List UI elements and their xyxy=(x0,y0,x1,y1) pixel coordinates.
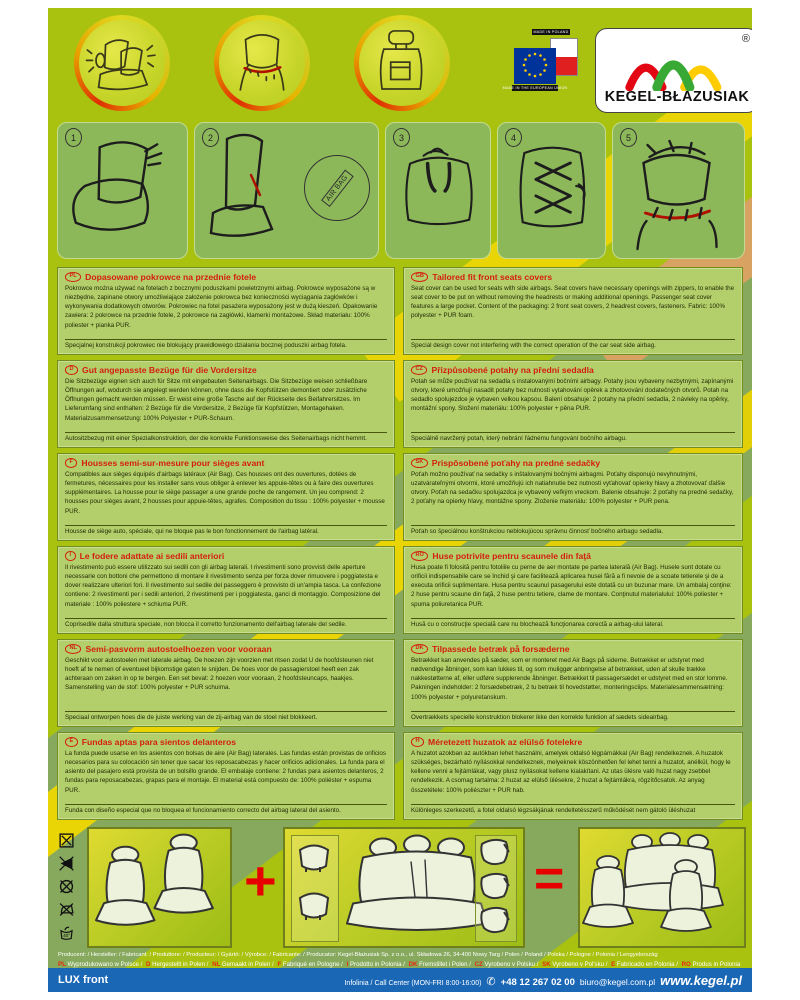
language-badge: E xyxy=(65,737,78,747)
front-seats-illustration xyxy=(89,829,230,946)
section-note: Special design cover not interfering with the correct operation of the car seat side airbag. xyxy=(411,339,735,351)
full-set-frame xyxy=(578,827,746,948)
section-title: Le fodere adattate ai sedili anteriori xyxy=(79,551,225,561)
section-title: Gut angepasste Bezüge für die Vordersitze xyxy=(82,365,257,375)
step-number: 5 xyxy=(620,128,637,147)
producer-info xyxy=(58,950,746,970)
website-url: www.kegel.pl xyxy=(660,972,742,988)
section-note: Autositzbezug mit einer Spezialkonstruktion, der die korrekte Funktionsweise des Seitenairbags nicht hemmt. xyxy=(65,432,387,444)
language-badge: PL xyxy=(65,272,81,282)
section-title: Prispôsobené poťahy na predné sedačky xyxy=(431,458,601,468)
section-body: Die Sitzbezüge eignen sich auch für Sitze mit eingebauten Seitenairbags. Die Sitzbezüge weisen schließbare Öffnungen auf, wodurch sie angelegt werden können, ohne dass die Kopfstützen demontiert oder zusätzliche Öffnungen gemacht werden müssen. Er weist eine große Tasche auf der Rückseite des Beifahrersitzes. Im Lieferumfang sind enthalten: 2 Bezüge für die Vordersitze, 2 Bezüge für Kopfstützen, Montagehaken. Materialzusammensetzung: 100% Polyester + PUR-Schaum. xyxy=(65,377,368,422)
contact-info xyxy=(344,973,742,988)
lang-section-nl xyxy=(57,639,395,727)
seat-pocket-badge xyxy=(354,15,450,111)
section-title: Tailored fit front seats covers xyxy=(432,272,553,282)
step-number: 3 xyxy=(393,128,410,147)
section-note: Coprisedile dalla struttura speciale, non blocca il corretto funzionamento dell'airbag laterale del sedile. xyxy=(65,618,387,630)
section-note: Husă cu o construcţie specială care nu blochează funcţionarea corectă a airbag-ului lateral. xyxy=(411,618,735,630)
do-not-dry-clean-icon xyxy=(58,878,75,895)
cover-stack-illustration xyxy=(476,836,514,939)
step-3 xyxy=(385,122,491,259)
hand-wash-40-icon xyxy=(58,924,75,941)
care-symbols xyxy=(58,832,75,941)
full-set-illustration xyxy=(580,829,744,946)
lang-section-dk xyxy=(403,639,743,727)
seat-pocket-illustration xyxy=(359,20,445,106)
lang-section-d xyxy=(57,360,395,448)
step-number: 1 xyxy=(65,128,82,147)
front-seats-frame xyxy=(87,827,232,948)
section-body: Husa poate fi folosită pentru fotoliile cu perne de aer montate pe partea laterală (Air Bag). Husele sunt dotate cu orificii indispensabile care se închid şi care facilitează aplicarea husei fără a fi nevoie de a scoate tetierele şi de a executa orificii suplimentare. Husa pentru scaunul pasagerului este dotată cu un buzunar mare. Un ambalaj conţine: 2 huse pentru scaune din faţă, 2 huse pentru tetiere, clame de montare. Conţinutul materialului: 100% poliester + spuma poliuretanica PUR. xyxy=(411,563,732,608)
equals-sign: = xyxy=(534,850,565,908)
lang-section-i xyxy=(57,546,395,634)
section-title: Tilpassede betræk på forsæderne xyxy=(432,644,570,654)
step-number: 2 xyxy=(202,128,219,147)
rear-set-frame xyxy=(283,827,525,948)
do-not-bleach-icon xyxy=(58,855,75,872)
section-body: Compatibles aux sièges équipés d'airbags latéraux (Air Bag). Ces housses ont des ouvertures, dotées de fermetures, nécessaires pour les installer sans vous obliger à enlever les appuie-têtes ou à faire des ouvertures supplémentaires. La housse pour le siège passager a une grande poche de rangement. Un jeu comprend: 2 housses pour sièges avant, 2 housses pour appuie-têtes, agrafes. Composition du tissu : 100% polyester + mousse PUR. xyxy=(65,470,385,515)
phone-icon: ✆ xyxy=(486,975,496,988)
do-not-wash-icon xyxy=(58,832,75,849)
made-in-line: PL Wyprodukowano w Polsce / D Hergestellt in Polen / NL Gemaakt in Polen / F Fabriqué en Pologne / I Prodotto in Polonia / DK Fremstillet i Polen / CZ Vyrobeno v Polsku / SK Vyrobeno v Pol'sku / E Fabricado en Polonia / RO Produs in Polonia xyxy=(58,960,746,970)
language-badge: RO xyxy=(411,551,428,561)
plus-sign: + xyxy=(244,849,277,912)
section-title: Fundas aptas para sientos delanteros xyxy=(81,737,236,747)
section-body: Poťah možno používať na sedačky s inštalovanými bočnými airbagmi. Poťahy disponujú nevyhnutnými, uzatvárateľnými otvormi, ktoré umožňujú ich natiahnutie bez nutnosti vyťahovať opierky hlavy a zhotovovať ďalšie otvory. Poťah na sedačku spolujazdca je vybavený veľkým vreckom. Balenie obsahuje: 2 poťahy na predné sedačky, 2 poťahy na opierky hlavy, montážne spony. Zloženie materiálu: 100% polyester + PUR pena. xyxy=(411,470,734,506)
headrest-zipper-illustration xyxy=(219,20,305,106)
lang-section-gb xyxy=(403,267,743,355)
made-in-eu-label: MADE IN THE EUROPEAN UNION xyxy=(502,86,568,90)
section-note: Különleges szerkezetű, a fotel oldalsó légzsákjának rendeltetésszerű működését nem gátoló üléshuzat xyxy=(411,804,735,816)
section-body: Geschikt voor autostoelen met laterale airbag. De hoezen zijn voorzien met ritsen zodat U de hoofdsteunen niet hoeft af te nemen of eventueel bijkomstige gaten te snijden. De hoes voor de passagierstoel heeft een zak achteraan om zaken in op te bergen. Een set bevat: 2 hoezen voor vooraan, 2 hoofdsteuncaps, haakjes. Samenstelling van de stof: 100% polyester + PUR schuima. xyxy=(65,656,374,692)
section-body: A huzatot azokban az autókban lehet használni, amelyek oldalsó légpárnákkal (Air Bag) rendelkeznek. A huzatok szükséges, bezárható nyílásokkal rendelkeznek, melyeknek köszönhetően fel lehet tenni a huzatot, anélkül, hogy le kellene venni a fejtámlákat, vagy plusz nyílásokat kellene kialakítani. Az utas ülésre való huzat nagy zsebbel rendelkezik. A csomag tartalma: 2 huzat az elülső ülésekre, 2 huzat a fejtámlákra, rögzítőcsatok. Az anyag összetétele: 100% poliészter + PUR hab. xyxy=(411,749,731,794)
language-badge: I xyxy=(65,551,76,561)
step-2 xyxy=(194,122,379,259)
infoline-label: Infolinia / Call Center (MON-FRI 8:00-16:00) xyxy=(344,979,482,987)
airbag-detail-circle xyxy=(304,155,370,221)
do-not-iron-icon xyxy=(58,901,75,918)
section-body: Seat cover can be used for seats with side airbags. Seat covers have necessary openings with zippers, to enable the seat cover to be put on without removing the headrests or making additional openings. Passenger seat cover features a large pocket. Content of the packaging: 2 front seat covers, 2 headrest covers, fasteners. Fabric: 100% polyester + PUR foam. xyxy=(411,284,735,320)
headrest-pair-illustration xyxy=(292,836,336,939)
section-title: Semi-pasvorm autostoelhoezen voor vooraan xyxy=(85,644,272,654)
language-badge: F xyxy=(65,458,77,468)
product-name: LUX front xyxy=(58,974,109,986)
section-title: Méretezett huzatok az elülső fotelekre xyxy=(428,737,583,747)
section-body: Potah se může používat na sedadla s instalovanými bočními airbagy. Potahy jsou vybaveny nezbytnými, zapínanými otvory, které umožňují nasadit potahy bez nutnosti vytahování opěrek a zhotovování dodatečných otvorů. Potah na sedadlo spolujezdce je vybaven velkou kapsou. Balení obsahuje: 2 potahy na přední sedadla, 2 návleky na opěrky, montážní spony. Složení materiálu: 100% polyester + pěna PUR. xyxy=(411,377,734,413)
language-badge: H xyxy=(411,737,424,747)
lang-section-cz xyxy=(403,360,743,448)
section-title: Dopasowane pokrowce na przednie fotele xyxy=(85,272,257,282)
section-note: Speciaal ontworpen hoes die de juiste werking van de zij-airbag van de stoel niet blokkeert. xyxy=(65,711,387,723)
registered-mark: ® xyxy=(741,33,750,45)
bottom-bar xyxy=(48,968,752,992)
step-1 xyxy=(57,122,188,259)
eu-stars xyxy=(514,48,556,84)
lang-section-f xyxy=(57,453,395,541)
section-note: Specjalnej konstrukcji pokrowiec nie blokujący prawidłowego działania bocznej poduszki airbag fotela. xyxy=(65,339,387,351)
email-address: biuro@kegel.com.pl xyxy=(579,976,656,987)
eu-flag xyxy=(514,48,556,84)
language-badge: DK xyxy=(411,644,428,654)
language-badge: SK xyxy=(411,458,428,468)
section-body: La funda puede usarse en los asientos con bolsas de aire (Air Bag) laterales. Las fundas están provistas de orificios necesarios para su colocación sin tener que sacar los reposacabezas y hacer orificios adicionales. La funda para el asiento del pasajero está provista de un bolsillo grande. El embalaje contiene: 2 fundas para asientos delanteros, 2 fundas para reposacabezas, grapas para el montaje. El material está compuesto de: 100% poliéster + espuma PUR. xyxy=(65,749,387,794)
rear-bench-illustration xyxy=(341,832,491,947)
section-body: Betrækket kan anvendes på sæder, som er monteret med Air Bags på siderne. Betrækket er udstyret med nødvendige åbninger, som kan lukkes til, og som muliggør anbringelse af betrækket, uden af skulle trække nakkestøtterne af, eller udføre supplerende åbninger. Betrækket til passagersædet er udstyret med en stor lomme. Pakningen indeholder: 2 forsædebetræk, 2 tu betræk til hovedstøtter, monteringsclips. Materialesammensætning: 100% polyester + polyuretanskum. xyxy=(411,656,728,701)
lang-section-ro xyxy=(403,546,743,634)
section-note: Poťah so špeciálnou konštrukciou neblokujúcou správnu činnosť bočného airbagu sedadla. xyxy=(411,525,735,537)
headrest-zipper-badge xyxy=(214,15,310,111)
language-badge: D xyxy=(65,365,78,375)
section-note: Speciálně navržený potah, který nebrání řádnému fungování bočního airbagu. xyxy=(411,432,735,444)
language-badge: NL xyxy=(65,644,81,654)
section-title: Huse potrivite pentru scaunele din faţă xyxy=(432,551,591,561)
seat-airbag-badge xyxy=(74,15,170,111)
mountains-logo-icon xyxy=(613,47,741,91)
brand-name: KEGEL-BŁAZUSIAK xyxy=(604,89,750,105)
section-title: Housses semi-sur-mesure pour sièges avant xyxy=(81,458,265,468)
section-body: Il rivestimento può essere utilizzato sui sedili con gli airbag laterali. I rivestimenti sono provvisti delle aperture necessarie con bottoni che permettono di montare il rivestimento senza per forza dover rimuovere i poggiatesta e dover realizzare ulteriori fori. Il rivestimento sul sedile del passeggero è provvisto di un'ampia tasca. La confezione contiene: 2 rivestimenti per i sedili anteriori, 2 rivestimenti per i poggiatesta, ganci di montaggio. Composizione del materiale : 100% poliestere + schiuma PUR. xyxy=(65,563,381,608)
section-body: Pokrowce można używać na fotelach z bocznymi poduszkami powietrznymi airbag. Pokrowce wyposażone są w niezbędne, zapinane otwory umożliwiające założenie pokrowca bez konieczności wyciągania zagłówków i wykonywania dodatkowych otworów. Pokrowiec na fotel pasażera wyposażony jest w dużą kieszeń. Opakowanie zawiera: 2 pokrowce na przednie fotele, 2 pokrowce na zagłówki, klamerki montażowe. Skład materiału: 100% poliester + pianka PUR. xyxy=(65,284,378,329)
section-title: Přizpůsobené potahy na přední sedadla xyxy=(431,365,594,375)
lang-section-pl xyxy=(57,267,395,355)
section-note: Funda con diseño especial que no bloquea el funcionamiento correcto del airbag lateral del asiento. xyxy=(65,804,387,816)
step-number: 4 xyxy=(505,128,522,147)
phone-number: +48 12 267 02 00 xyxy=(500,976,575,988)
headrest-covers-right-box xyxy=(475,835,517,942)
svg-text:40°: 40° xyxy=(63,933,71,939)
seat-airbag-illustration xyxy=(79,20,165,106)
headrest-covers-left-box xyxy=(291,835,339,942)
lang-section-e xyxy=(57,732,395,820)
language-badge: CZ xyxy=(411,365,427,375)
step-5 xyxy=(612,122,745,259)
made-in-poland-label: MADE IN POLAND xyxy=(533,30,569,34)
lang-section-h xyxy=(403,732,743,820)
brand-logo xyxy=(595,28,752,113)
instruction-sheet xyxy=(48,8,752,992)
language-badge: GB xyxy=(411,272,428,282)
section-note: Housse de siège auto, spéciale, qui ne bloque pas le bon fonctionnement de l'airbag latéral. xyxy=(65,525,387,537)
lang-section-sk xyxy=(403,453,743,541)
step-4 xyxy=(497,122,606,259)
producer-line: Producent: / Hersteller: / Fabricant: / Produttore: / Producteur: / Gyártó: / Výrobce: / Fabricante: / Producator: Kegel-Błażusiak Sp. z o.o., ul. Składowa 26, 34-400 Nowy Targ / Polen / Poland / Polska / Pologne / Polonia / Lengyelország xyxy=(58,952,658,958)
airbag-label: AIR BAG xyxy=(321,169,353,206)
section-note: Overtrækkets specielle konstruktion blokerer ikke den korrekte funktion af sædets sideairbag. xyxy=(411,711,735,723)
